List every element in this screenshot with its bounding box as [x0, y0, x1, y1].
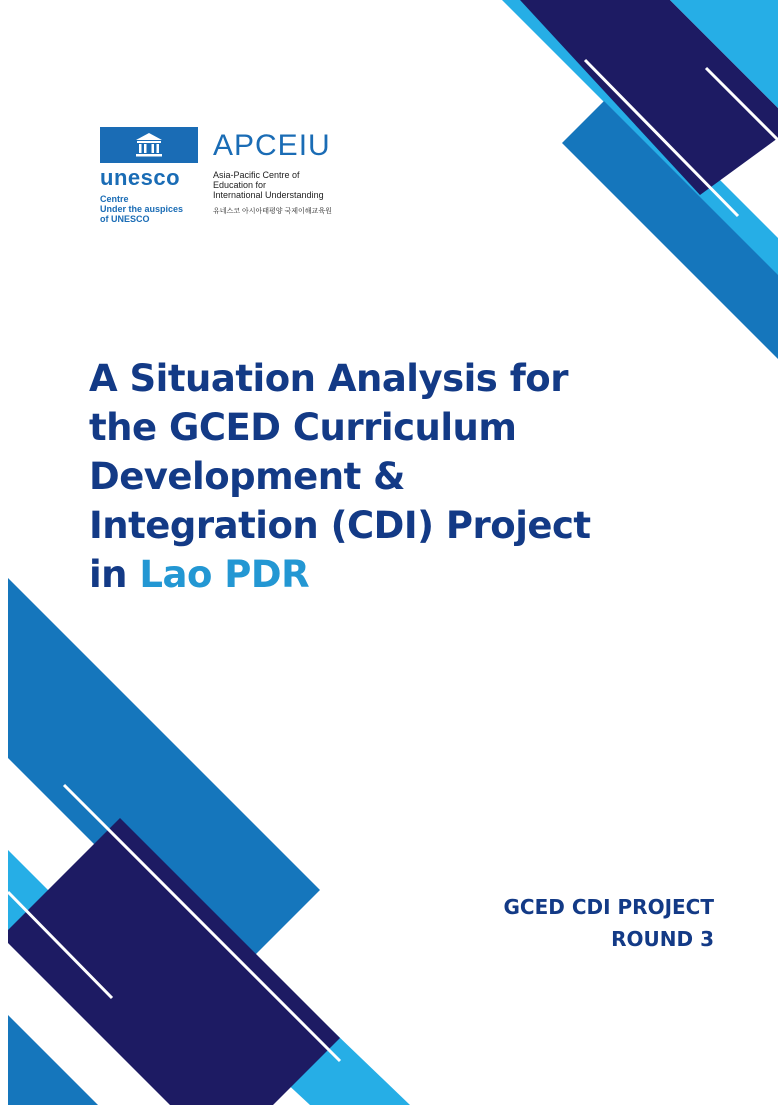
title-line: Development &	[89, 455, 405, 498]
title-country: Lao PDR	[139, 553, 310, 596]
title-line: the GCED Curriculum	[89, 406, 517, 449]
unesco-wordmark: unesco	[100, 165, 181, 190]
unesco-caption-line: of UNESCO	[100, 214, 150, 224]
apceiu-wordmark: APCEIU	[213, 129, 331, 162]
apceiu-caption-line: Asia-Pacific Centre of	[213, 170, 300, 180]
project-label	[504, 891, 715, 955]
band-bottom-blue-corner	[8, 1015, 98, 1105]
title-line	[89, 550, 609, 599]
title-line: A Situation Analysis for	[89, 357, 568, 400]
unesco-temple-icon	[135, 132, 163, 158]
apceiu-caption-line: International Understanding	[213, 190, 324, 200]
unesco-logo	[100, 127, 198, 163]
apceiu-korean-name: 유네스코 아시아태평양 국제이해교육원	[213, 208, 332, 215]
document-title	[89, 354, 609, 599]
unesco-caption-line: Under the auspices	[100, 204, 184, 214]
project-name: GCED CDI PROJECT	[503, 895, 714, 919]
title-prefix: in	[89, 553, 140, 596]
project-round: ROUND 3	[611, 927, 714, 951]
unesco-caption-line: Centre	[100, 194, 129, 204]
logo-block	[100, 127, 360, 227]
apceiu-caption-line: Education for	[213, 180, 267, 190]
title-line: Integration (CDI) Project	[89, 504, 591, 547]
